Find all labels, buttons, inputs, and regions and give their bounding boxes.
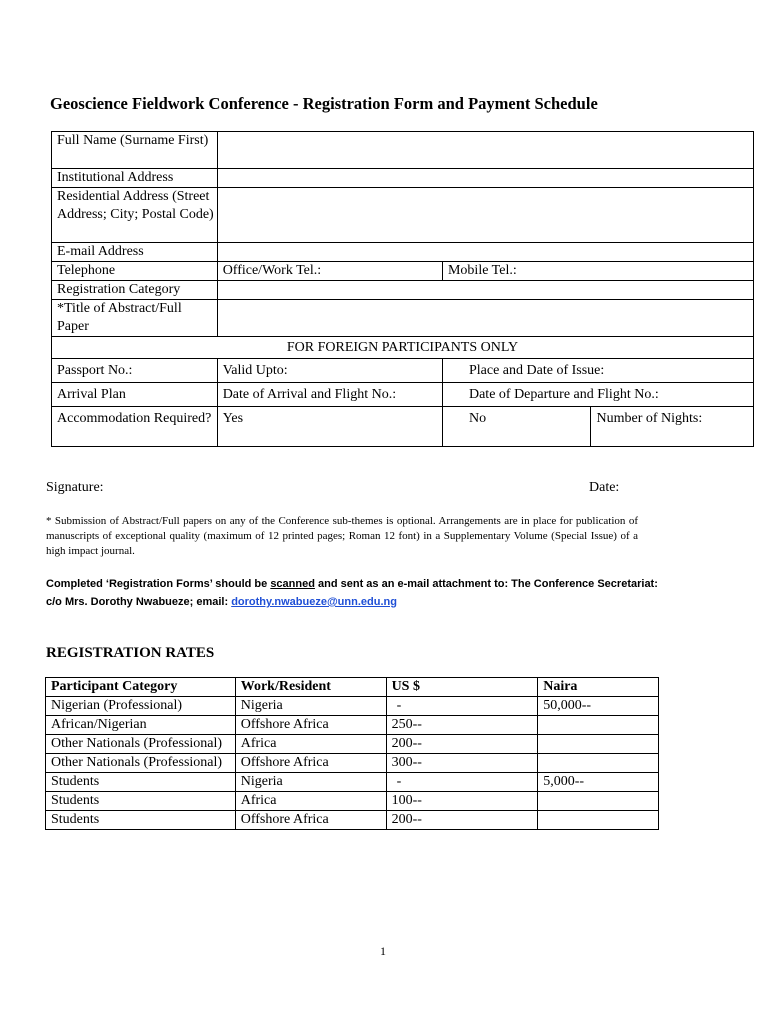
arrival-plan-label: Arrival Plan (52, 383, 218, 407)
rate-naira (538, 811, 659, 830)
rate-work-resident: Nigeria (235, 773, 386, 792)
registration-rates-title: REGISTRATION RATES (46, 645, 215, 661)
rate-category: Students (46, 792, 236, 811)
rate-naira (538, 792, 659, 811)
page-title: Geoscience Fieldwork Conference - Registration Form and Payment Schedule (50, 94, 598, 113)
rate-usd: 100-- (386, 792, 538, 811)
residential-address-field[interactable] (217, 188, 753, 243)
table-row (46, 811, 659, 830)
telephone-label: Telephone (52, 262, 218, 281)
rate-naira: 5,000-- (538, 773, 659, 792)
table-row (46, 735, 659, 754)
full-name-label: Full Name (Surname First) (52, 132, 218, 169)
rate-usd: - (386, 773, 538, 792)
registration-form-table (51, 131, 754, 447)
table-row (46, 773, 659, 792)
foreign-participants-header: FOR FOREIGN PARTICIPANTS ONLY (52, 337, 754, 359)
rate-usd: 300-- (386, 754, 538, 773)
rate-naira (538, 716, 659, 735)
registration-category-label: Registration Category (52, 281, 218, 300)
rate-work-resident: Offshore Africa (235, 754, 386, 773)
full-name-field[interactable] (217, 132, 753, 169)
mobile-tel-field[interactable]: Mobile Tel.: (442, 262, 753, 281)
scanned-text: scanned (270, 578, 315, 590)
rate-category: African/Nigerian (46, 716, 236, 735)
rate-work-resident: Africa (235, 792, 386, 811)
place-date-issue-field[interactable]: Place and Date of Issue: (442, 359, 753, 383)
instructions-text-1: Completed ‘Registration Forms’ should be (46, 578, 271, 590)
title-of-abstract-label: *Title of Abstract/Full Paper (52, 300, 218, 337)
institutional-address-field[interactable] (217, 169, 753, 188)
rates-header-usd: US $ (386, 678, 538, 697)
table-row (46, 716, 659, 735)
table-row (46, 697, 659, 716)
rate-usd: 200-- (386, 735, 538, 754)
institutional-address-label: Institutional Address (52, 169, 218, 188)
date-label: Date: (589, 480, 620, 495)
rate-usd: - (386, 697, 538, 716)
rates-header-category: Participant Category (46, 678, 236, 697)
page-number: 1 (380, 944, 386, 958)
rate-work-resident: Africa (235, 735, 386, 754)
number-of-nights-field[interactable]: Number of Nights: (591, 407, 754, 447)
rate-naira (538, 735, 659, 754)
accommodation-yes-option[interactable]: Yes (217, 407, 442, 447)
title-of-abstract-field[interactable] (217, 300, 753, 337)
rate-work-resident: Nigeria (235, 697, 386, 716)
submission-note: * Submission of Abstract/Full papers on any of the Conference sub-themes is optional. Arrangements are in place for publication of manuscripts of exceptional quality (maximum of 12 printed pages; Roman 12 font) in a Supplementary Volume (Special Issue) of a high impact journal. (46, 515, 638, 557)
rate-category: Other Nationals (Professional) (46, 754, 236, 773)
email-address-label: E-mail Address (52, 243, 218, 262)
office-tel-field[interactable]: Office/Work Tel.: (217, 262, 442, 281)
rate-work-resident: Offshore Africa (235, 811, 386, 830)
date-departure-field[interactable]: Date of Departure and Flight No.: (442, 383, 753, 407)
signature-label: Signature: (46, 480, 104, 495)
accommodation-no-option[interactable]: No (442, 407, 591, 447)
rate-work-resident: Offshore Africa (235, 716, 386, 735)
instructions-text-2: and sent as an e-mail attachment to: The Conference Secretariat: c/o Mrs. Dorothy Nwabueze; email: (46, 578, 658, 608)
rate-usd: 250-- (386, 716, 538, 735)
rate-category: Students (46, 773, 236, 792)
date-arrival-field[interactable]: Date of Arrival and Flight No.: (217, 383, 442, 407)
rates-header-naira: Naira (538, 678, 659, 697)
rate-category: Students (46, 811, 236, 830)
registration-category-field[interactable] (217, 281, 753, 300)
rates-header-work-resident: Work/Resident (235, 678, 386, 697)
residential-address-label: Residential Address (Street Address; City; Postal Code) (52, 188, 218, 243)
rate-category: Other Nationals (Professional) (46, 735, 236, 754)
table-row (46, 754, 659, 773)
completed-forms-instructions (46, 575, 666, 611)
accommodation-label: Accommodation Required? (52, 407, 218, 447)
rate-usd: 200-- (386, 811, 538, 830)
passport-no-field[interactable]: Passport No.: (52, 359, 218, 383)
secretariat-email-link[interactable]: dorothy.nwabueze@unn.edu.ng (231, 596, 397, 608)
rate-naira (538, 754, 659, 773)
valid-upto-field[interactable]: Valid Upto: (217, 359, 442, 383)
email-address-field[interactable] (217, 243, 753, 262)
rate-naira: 50,000-- (538, 697, 659, 716)
rate-category: Nigerian (Professional) (46, 697, 236, 716)
registration-rates-table (45, 677, 659, 830)
table-row (46, 792, 659, 811)
